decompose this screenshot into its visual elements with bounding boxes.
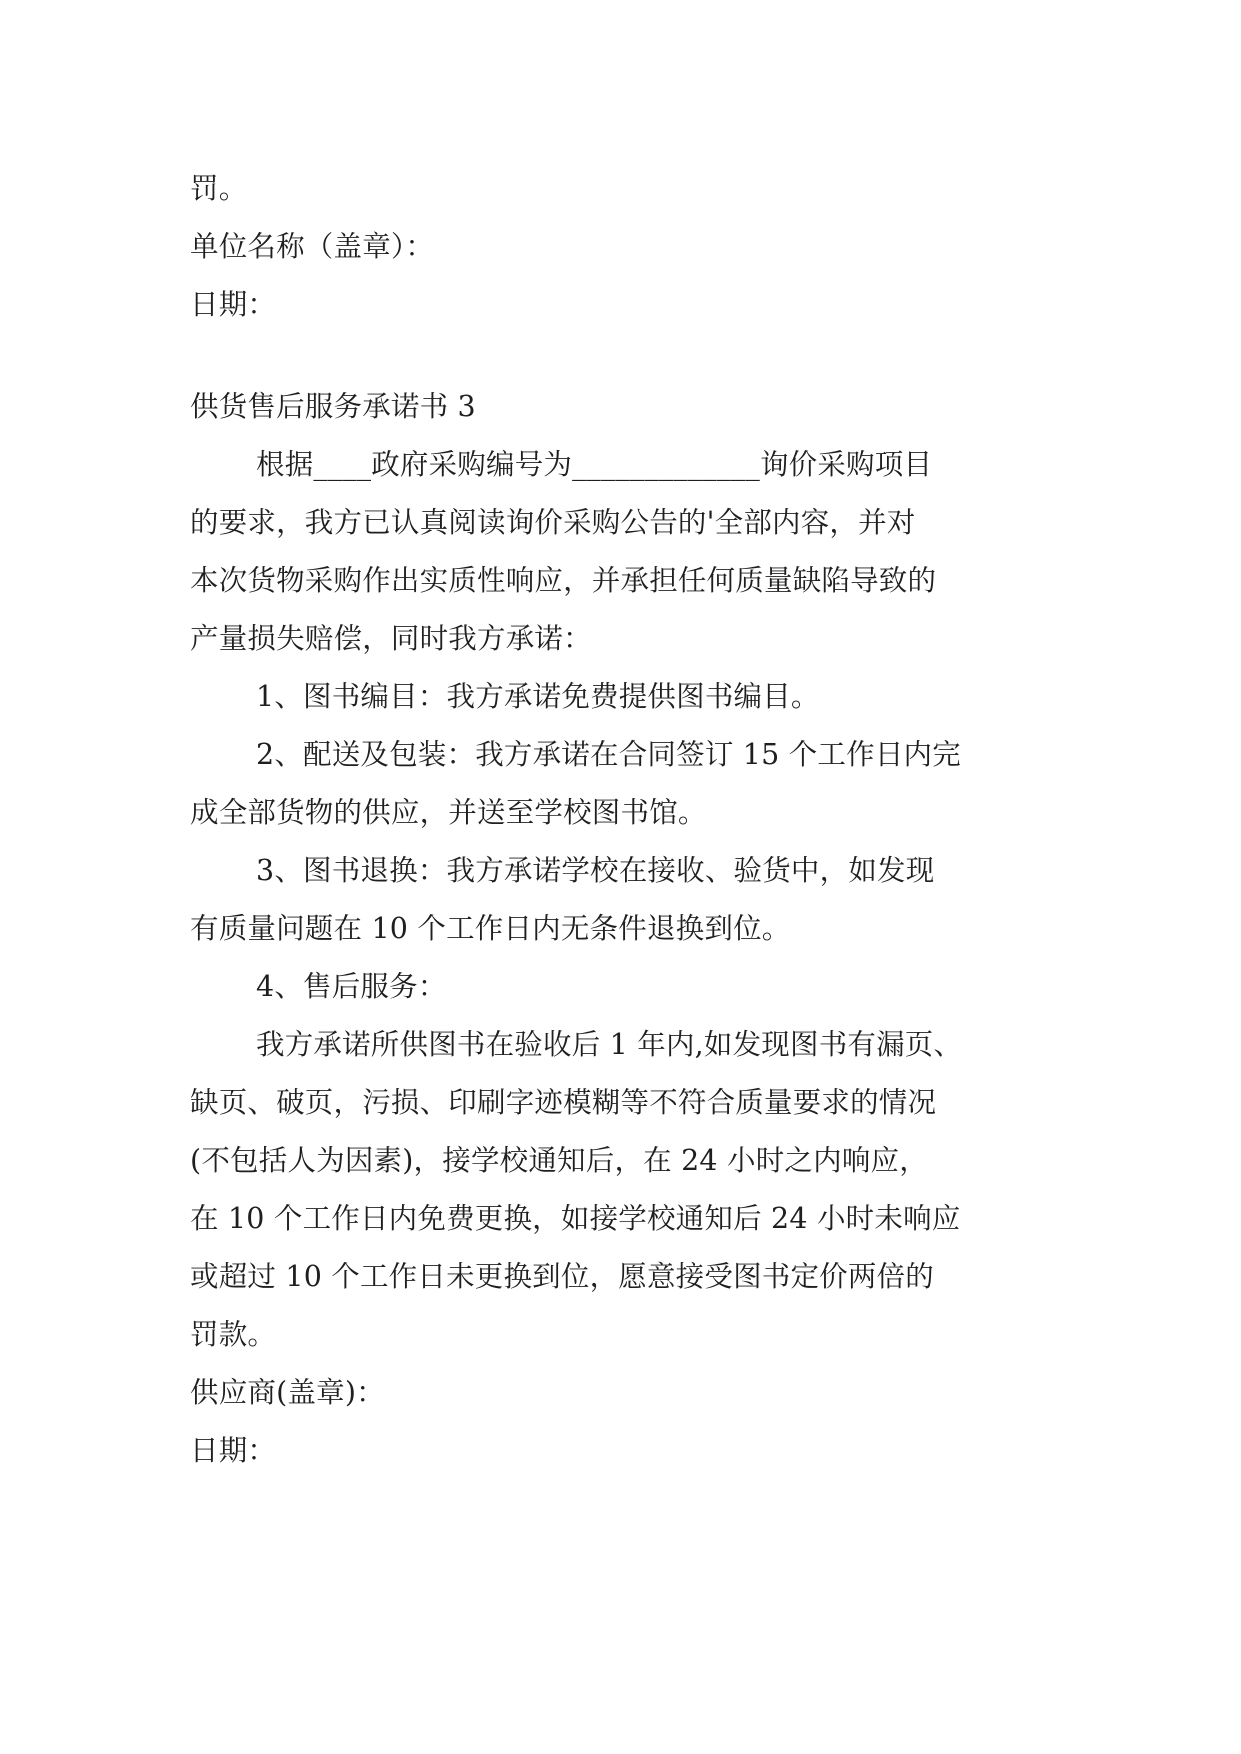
service-line-4: 在 10 个工作日内免费更换，如接学校通知后 24 小时未响应 <box>190 1202 961 1235</box>
service-line-1: 我方承诺所供图书在验收后 1 年内,如发现图书有漏页、 <box>256 1028 963 1061</box>
document-body <box>190 160 1060 1480</box>
item-3-line-2: 有质量问题在 10 个工作日内无条件退换到位。 <box>190 912 791 945</box>
intro-line-2: 的要求，我方已认真阅读询价采购公告的'全部内容，并对 <box>190 506 916 539</box>
item-4: 4、售后服务： <box>256 970 447 1003</box>
supplier-label: 供应商(盖章)： <box>190 1376 385 1409</box>
item-1: 1、图书编目：我方承诺免费提供图书编目。 <box>256 680 820 713</box>
item-3-paragraph <box>190 842 1060 958</box>
service-line-3: (不包括人为因素)，接学校通知后，在 24 小时之内响应， <box>190 1144 928 1177</box>
intro-line-3: 本次货物采购作出实质性响应，并承担任何质量缺陷导致的 <box>190 564 937 597</box>
intro-line-1: 根据____政府采购编号为_____________询价采购项目 <box>256 448 933 481</box>
intro-paragraph <box>190 436 1060 668</box>
service-line-6: 罚款。 <box>190 1318 277 1351</box>
service-paragraph <box>190 1016 1060 1364</box>
item-2-line-1: 2、配送及包装：我方承诺在合同签订 15 个工作日内完 <box>256 738 961 771</box>
date-label-2: 日期： <box>190 1434 277 1467</box>
service-line-5: 或超过 10 个工作日未更换到位，愿意接受图书定价两倍的 <box>190 1260 934 1293</box>
unit-name-label: 单位名称（盖章）： <box>190 230 435 263</box>
top-fragment: 罚。 <box>190 172 248 205</box>
service-line-2: 缺页、破页，污损、印刷字迹模糊等不符合质量要求的情况 <box>190 1086 937 1119</box>
item-2-paragraph <box>190 726 1060 842</box>
item-2-line-2: 成全部货物的供应，并送至学校图书馆。 <box>190 796 707 829</box>
intro-line-4: 产量损失赔偿，同时我方承诺： <box>190 622 592 655</box>
section-title: 供货售后服务承诺书 3 <box>190 390 476 423</box>
item-3-line-1: 3、图书退换：我方承诺学校在接收、验货中，如发现 <box>256 854 935 887</box>
date-label-1: 日期： <box>190 288 277 321</box>
